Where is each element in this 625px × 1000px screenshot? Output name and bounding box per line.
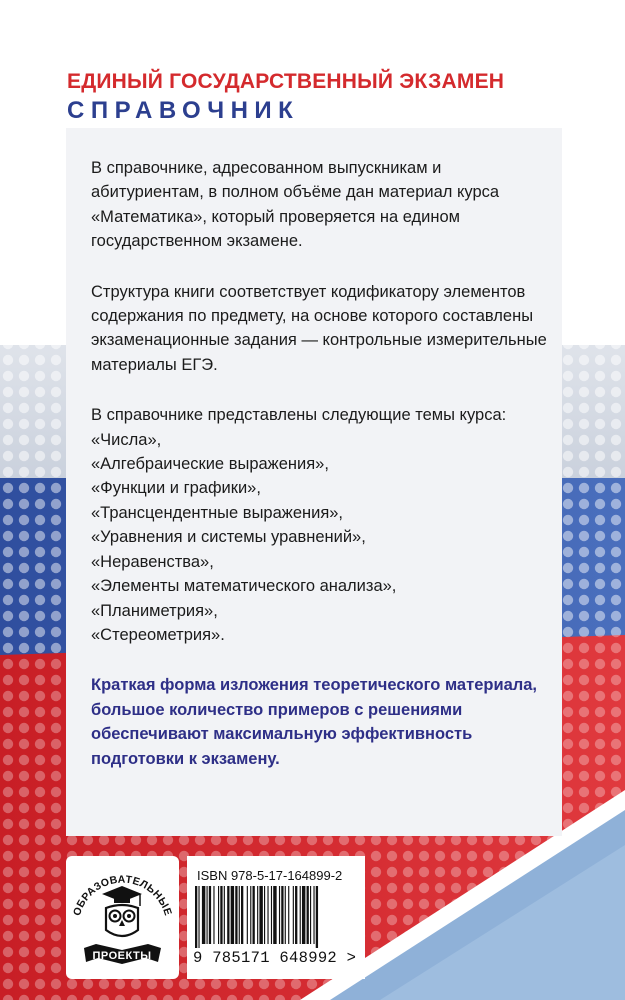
barcode-digits: 9 785171 648992 >: [193, 949, 357, 967]
barcode-bar: [279, 886, 280, 944]
paragraph-audience: В справочнике, адресованном выпускникам и абитуриентам, в полном объёме дан материал курса «Математика», который проверяется на едином государственном экзамене.: [91, 159, 500, 251]
barcode-bar: [271, 886, 272, 944]
barcode-bar: [224, 886, 225, 944]
barcode-bar: [267, 886, 268, 944]
topic-item: «Стереометрия».: [91, 625, 225, 644]
exam-title: ЕДИНЫЙ ГОСУДАРСТВЕННЫЙ ЭКЗАМЕН: [67, 70, 505, 93]
barcode-bar: [316, 886, 318, 948]
logo-banner-text: ПРОЕКТЫ: [92, 950, 152, 962]
topic-item: «Функции и графики»,: [91, 479, 261, 498]
barcode-bar: [288, 886, 289, 944]
barcode-bar: [300, 886, 301, 944]
barcode-bar: [302, 886, 305, 944]
barcode-bar: [295, 886, 297, 944]
logo-arc-text: ОБРАЗОВАТЕЛЬНЫЕ: [70, 873, 175, 918]
topics-intro: В справочнике представлены следующие темы курса:: [91, 406, 507, 425]
publisher-logo: [66, 856, 179, 979]
barcode-bar: [253, 886, 255, 944]
barcode-bar: [310, 886, 311, 944]
barcode-bar: [259, 886, 262, 944]
barcode-bar: [218, 886, 219, 944]
barcode-bar: [207, 886, 208, 944]
barcode-bar: [247, 886, 248, 944]
barcode-bar: [231, 886, 234, 944]
cover-header: [67, 70, 504, 125]
paragraph-structure: Структура книги соответствует кодификатору элементов содержания по предмету, на основе которого составлены экзаменационные задания — контрольные измерительные материалы ЕГЭ.: [91, 282, 547, 374]
paragraph-summary: Краткая форма изложения теоретического материала, большое количество примеров с решениями обеспечивают максимальную эффективность подготовки к экзамену.: [91, 676, 538, 768]
barcode-bar: [307, 886, 309, 944]
barcode-icon: [193, 886, 359, 948]
barcode-bar: [257, 886, 258, 944]
barcode-bar: [220, 886, 222, 944]
topic-item: «Элементы математического анализа»,: [91, 577, 397, 596]
topic-item: «Планиметрия»,: [91, 601, 218, 620]
book-type-title: СПРАВОЧНИК: [67, 97, 300, 124]
isbn-label: ISBN 978-5-17-164899-2: [197, 868, 343, 883]
topic-item: «Трансцендентные выражения»,: [91, 503, 344, 522]
barcode-bar: [235, 886, 237, 944]
barcode-bar: [202, 886, 205, 944]
annotation-text: [91, 156, 551, 771]
barcode-bar: [250, 886, 251, 944]
topic-item: «Неравенства»,: [91, 552, 214, 571]
barcode-bar: [227, 886, 229, 944]
barcode-bar: [209, 886, 211, 944]
barcode-bar: [239, 886, 240, 944]
barcode-bar: [213, 886, 214, 944]
barcode-bar: [313, 886, 314, 944]
barcode-bar: [198, 886, 199, 948]
barcode-bar: [264, 886, 265, 944]
barcode-bar: [241, 886, 243, 944]
topic-item: «Алгебраические выражения»,: [91, 455, 329, 474]
barcode-bar: [293, 886, 294, 944]
barcode-bar: [195, 886, 197, 948]
topic-item: «Уравнения и системы уравнений»,: [91, 528, 366, 547]
barcode-bar: [285, 886, 286, 944]
barcode-bar: [281, 886, 283, 944]
isbn-barcode-block: [187, 856, 365, 979]
topic-item: «Числа»,: [91, 430, 162, 449]
barcode-bar: [273, 886, 276, 944]
topics-list: [91, 428, 551, 648]
owl-graduate-icon: [66, 856, 179, 979]
